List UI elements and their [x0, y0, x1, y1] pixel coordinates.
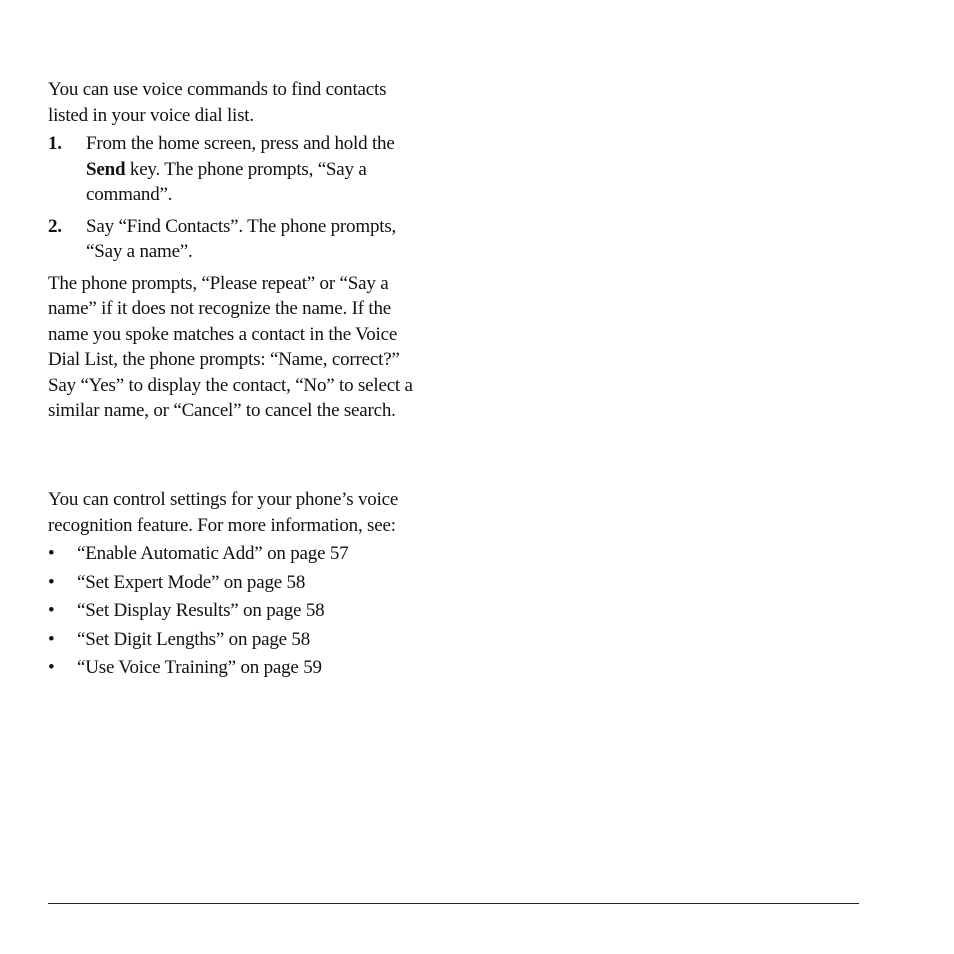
bullet-icon: •: [48, 571, 55, 593]
step-text-pre: From the home screen, press and hold the: [86, 133, 395, 154]
step-text: Say “Find Contacts”. The phone prompts, “Say a name”.: [86, 215, 397, 262]
find-contacts-intro: You can use voice commands to find contacts listed in your voice dial list.: [48, 79, 387, 126]
voice-settings-section: [48, 487, 428, 683]
step-text-post: key. The phone prompts, “Say a command”.: [86, 158, 367, 205]
find-contacts-result: The phone prompts, “Please repeat” or “Say a name” if it does not recognize the name. If the name you spoke matches a contact in the Voice Dial List, the phone prompts: “Name, correct?” Say “Yes” to display the contact, “No” to select a similar name, or “Cancel” to cancel the search.: [48, 272, 413, 421]
settings-link-list: [48, 540, 428, 683]
list-item-text: “Set Expert Mode” on page 58: [77, 571, 306, 593]
list-item-text: “Use Voice Training” on page 59: [77, 657, 322, 678]
list-item[interactable]: [48, 626, 428, 655]
list-item-text: “Enable Automatic Add” on page 57: [77, 543, 349, 564]
bullet-icon: •: [48, 657, 55, 678]
list-item[interactable]: [48, 654, 428, 683]
step-1: [48, 131, 428, 208]
list-item-text: “Set Display Results” on page 58: [77, 600, 325, 621]
bullet-icon: •: [48, 543, 55, 564]
list-item[interactable]: [48, 597, 428, 626]
footer-divider: [48, 903, 859, 904]
step-2: [48, 214, 428, 265]
list-item[interactable]: [48, 540, 428, 569]
bullet-icon: •: [48, 600, 55, 621]
list-item[interactable]: [48, 569, 428, 598]
list-item-text: “Set Digit Lengths” on page 58: [77, 628, 311, 650]
step-number: 2.: [48, 215, 62, 237]
find-contacts-section: [48, 77, 428, 424]
send-key-label: Send: [86, 158, 126, 180]
voice-settings-intro: You can control settings for your phone’s voice recognition feature. For more information, see:: [48, 489, 399, 536]
bullet-icon: •: [48, 628, 55, 650]
step-number: 1.: [48, 133, 62, 154]
